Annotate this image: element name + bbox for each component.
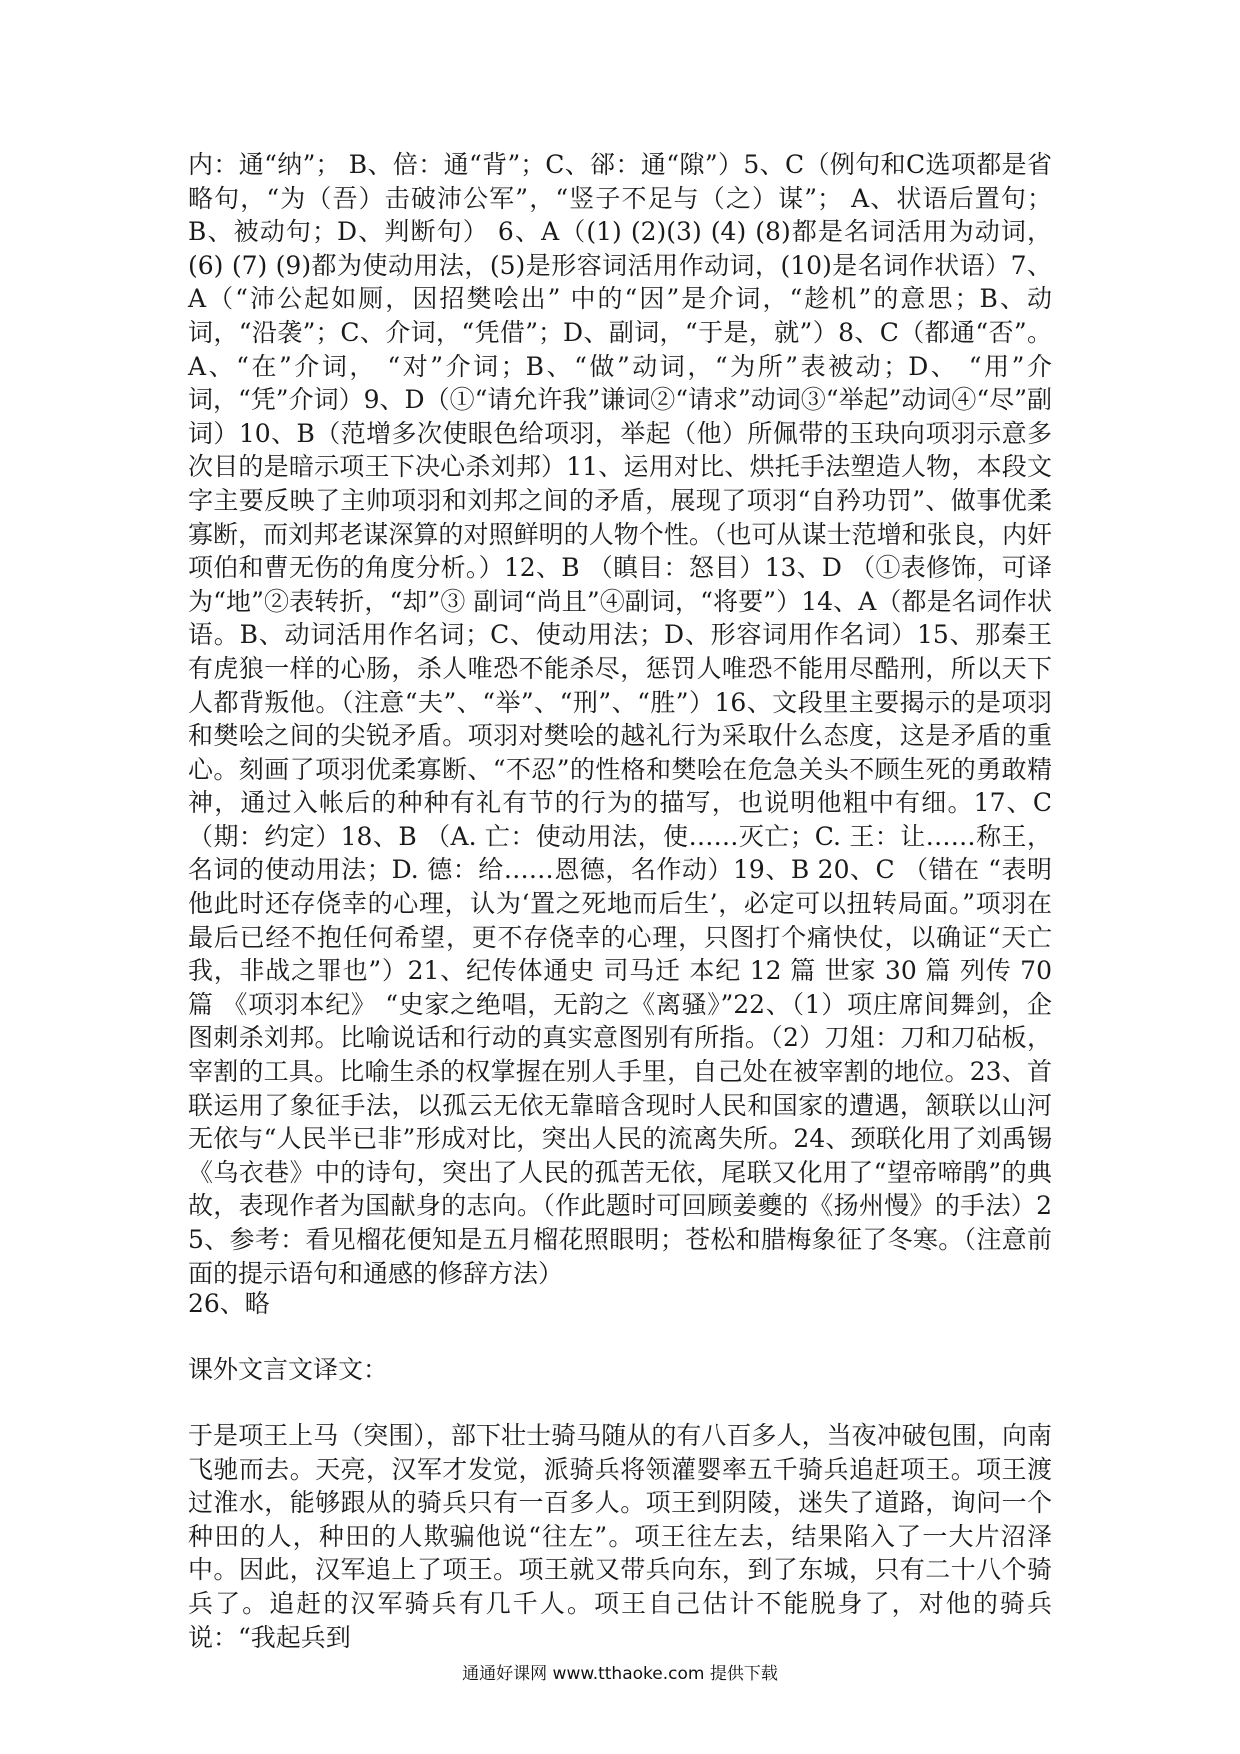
section-heading: 课外文言文译文： — [188, 1355, 389, 1384]
page-footer: 通通好课网 www.tthaoke.com 提供下载 — [462, 1664, 778, 1684]
translation-paragraph: 于是项王上马（突围），部下壮士骑马随从的有八百多人，当夜冲破包围，向南飞驰而去。天亮，汉军才发觉，派骑兵将领灌婴率五千骑兵追赶项王。项王渡过淮水，能够跟从的骑兵只有一百多人。项王到阴陵，迷失了道路，询问一个种田的人，种田的人欺骗他说“往左”。项王往左去，结果陷入了一大片沼泽中。因此，汉军追上了项王。项王就又带兵向东，到了东城，只有二十八个骑兵了。追赶的汉军骑兵有几千人。项王自己估计不能脱身了，对他的骑兵说：“我起兵到 — [188, 1421, 1052, 1652]
item-26: 26、略 — [188, 1289, 270, 1318]
answers-paragraph: 内：通“纳”； B、倍：通“背”；C、郤：通“隙”）5、C（例句和C选项都是省略句，“为（吾）击破沛公军”，“竖子不足与（之）谋”； A、状语后置句；B、被动句；D、判断句） 6、A（(1) (2)(3) (4) (8)都是名词活用为动词，(6) (7) (9)都为使动用法，(5)是形容词活用作动词，(10)是名词作状语）7、A（“沛公起如厕，因招樊哙出” 中的“因”是介词，“趁机”的意思；B、动词，“沿袭”；C、介词，“凭借”；D、副词，“于是，就”）8、C（都通“否”。A、“在”介词， “对”介词；B、“做”动词，“为所”表被动；D、 “用”介词，“凭”介词）9、D（①“请允许我”谦词②“请求”动词③“举起”动词④“尽”副词）10、B（范增多次使眼色给项羽，举起（他）所佩带的玉玦向项羽示意多次目的是暗示项王下决心杀刘邦）11、运用对比、烘托手法塑造人物，本段文字主要反映了主帅项羽和刘邦之间的矛盾，展现了项羽“自矜功罚”、做事优柔寡断，而刘邦老谋深算的对照鲜明的人物个性。（也可从谋士范增和张良，内奸项伯和曹无伤的角度分析。）12、B （瞋目：怒目）13、D （①表修饰，可译为“地”②表转折，“却”③ 副词“尚且”④副词，“将要”）14、A（都是名词作状语。B、动词活用作名词；C、使动用法；D、形容词用作名词）15、那秦王有虎狼一样的心肠，杀人唯恐不能杀尽，惩罚人唯恐不能用尽酷刑，所以天下人都背叛他。（注意“夫”、“举”、“刑”、“胜”）16、文段里主要揭示的是项羽和樊哙之间的尖锐矛盾。项羽对樊哙的越礼行为采取什么态度，这是矛盾的重心。刻画了项羽优柔寡断、“不忍”的性格和樊哙在危急关头不顾生死的勇敢精神，通过入帐后的种种有礼有节的行为的描写，也说明他粗中有细。17、C （期：约定）18、B （A. 亡：使动用法，使……灭亡；C. 王：让……称王，名词的使动用法；D. 德：给……恩德，名作动）19、B 20、C （错在 “表明他此时还存侥幸的心理，认为‘置之死地而后生’，必定可以扭转局面。”项羽在最后已经不抱任何希望，更不存侥幸的心理，只图打个痛快仗，以确证“天亡我，非战之罪也”）21、纪传体通史 司马迁 本纪 12 篇 世家 30 篇 列传 70 篇 《项羽本纪》 “史家之绝唱，无韵之《离骚》”22、（1）项庄席间舞剑，企图刺杀刘邦。比喻说话和行动的真实意图别有所指。（2）刀俎：刀和刀砧板，宰割的工具。比喻生杀的权掌握在别人手里，自己处在被宰割的地位。23、首联运用了象征手法，以孤云无依无靠暗含现时人民和国家的遭遇，颔联以山河无依与“人民半已非”形成对比，突出人民的流离失所。24、颈联化用了刘禹锡《乌衣巷》中的诗句，突出了人民的孤苦无依，尾联又化用了“望帝啼鹃”的典故，表现作者为国献身的志向。（作此题时可回顾姜夔的《扬州慢》的手法）25、参考：看见榴花便知是五月榴花照眼明；苍松和腊梅象征了冬寒。（注意前面的提示语句和通感的修辞方法） — [188, 150, 1052, 1288]
